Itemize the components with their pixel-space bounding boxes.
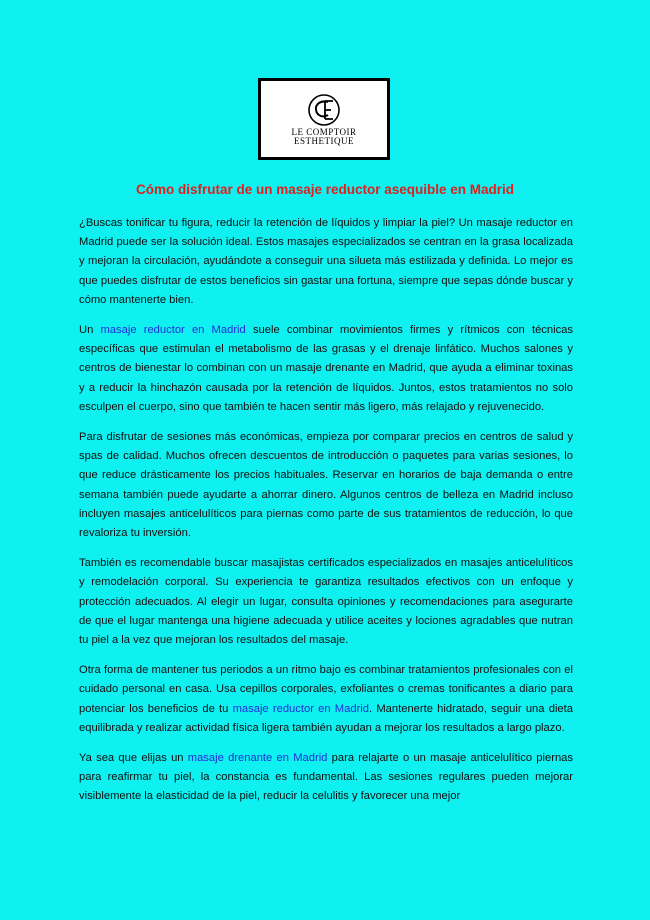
company-logo xyxy=(258,78,390,160)
paragraph-2 xyxy=(79,321,573,417)
paragraph-text: Un xyxy=(79,324,101,337)
logo-line-2: ESTHETIQUE xyxy=(294,136,354,146)
link-masaje-drenante[interactable]: masaje drenante en Madrid xyxy=(187,752,328,765)
paragraph-text: suele combinar movimientos firmes y rítmicos con técnicas específicas que estimulan el metabolismo de las grasas y el drenaje linfático. Muchos salones y centros de bienestar lo combinan con un masaje drenante en Madrid, que ayuda a eliminar toxinas y a reducir la hinchazón causada por la retención de líquidos. Juntos, estos tratamientos no solo esculpen el cuerpo, sino que también te hacen sentir más ligero, más relajado y rejuvenecido. xyxy=(79,324,573,413)
paragraph-text: Para disfrutar de sesiones más económicas, empieza por comparar precios en centros de salud y spas de calidad. Muchos ofrecen descuentos de introducción o paquetes para varias sesiones, lo que reduce drásticamente los precios habituales. Reservar en horarios de baja demanda o entre semana también puede ayudarte a ahorrar dinero. Algunos centros de belleza en Madrid incluso incluyen masajes anticelulíticos para piernas como parte de sus tratamientos de reducción, lo que revaloriza tu inversión. xyxy=(79,431,573,540)
page-title: Cómo disfrutar de un masaje reductor asequible en Madrid xyxy=(135,182,515,197)
ce-monogram-icon xyxy=(304,92,344,128)
article-body xyxy=(79,214,573,818)
paragraph-6 xyxy=(79,749,573,807)
paragraph-text: para relajarte o un masaje anticelulítico piernas para reafirmar tu piel, la constancia es fundamental. Las sesiones regulares pueden mejorar visiblemente la elasticidad de la piel, reducir la celulitis y favorecer una mejor xyxy=(79,752,573,803)
paragraph-text: También es recomendable buscar masajistas certificados especializados en masajes anticelulíticos y remodelación corporal. Su experiencia te garantiza resultados efectivos con un enfoque y protección adecuados. Al elegir un lugar, consulta opiniones y recomendaciones para asegurarte de que el lugar mantenga una higiene adecuada y utilice aceites y lociones agradables que nutran tu piel a la vez que mejoran los resultados del masaje. xyxy=(79,557,573,647)
paragraph-text: Otra forma de mantener tus periodos a un ritmo bajo es combinar tratamientos profesionales con el cuidado personal en casa. Usa cepillos corporales, exfoliantes o cremas tonificantes a diario para potenciar los beneficios de tu xyxy=(79,664,573,715)
paragraph-3 xyxy=(79,428,573,543)
paragraph-4 xyxy=(79,554,573,650)
paragraph-text: ¿Buscas tonificar tu figura, reducir la retención de líquidos y limpiar la piel? Un masaje reductor en Madrid puede ser la solución ideal. Estos masajes especializados se centran en la grasa localizada y mejoran la circulación, ayudándote a conseguir una silueta más estilizada y definida. Lo mejor es que puedes disfrutar de estos beneficios sin gastar una fortuna, siempre que sepas dónde buscar y cómo mantenerte bien. xyxy=(79,217,573,306)
paragraph-text: Ya sea que elijas un xyxy=(79,752,188,765)
paragraph-5 xyxy=(79,661,573,738)
paragraph-1 xyxy=(79,214,573,310)
link-masaje-reductor-2[interactable]: masaje reductor en Madrid xyxy=(232,702,370,715)
paragraph-text: . Mantenerte hidratado, seguir una dieta equilibrada y realizar actividad física ligera también ayudan a mejorar los resultados a largo plazo. xyxy=(79,702,573,734)
link-masaje-reductor[interactable]: masaje reductor en Madrid xyxy=(100,324,246,337)
logo-line-1: LE COMPTOIR xyxy=(291,127,357,137)
